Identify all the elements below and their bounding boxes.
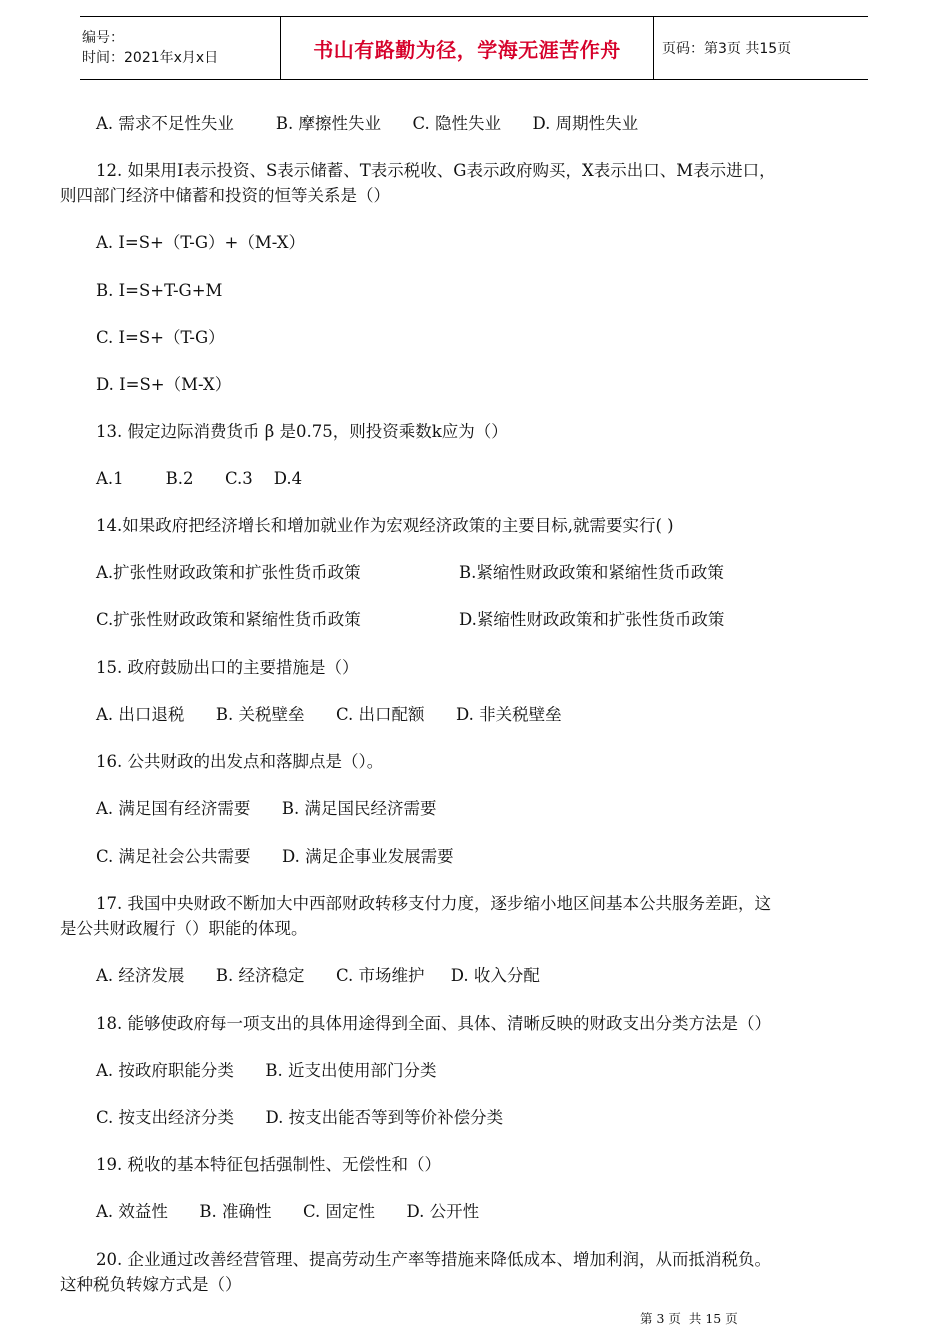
q17-options: A. 经济发展 B. 经济稳定 C. 市场维护 D. 收入分配 xyxy=(96,966,540,985)
q14-option-d: D.紧缩性财政政策和扩张性货币政策 xyxy=(459,610,725,629)
q15-stem: 15. 政府鼓励出口的主要措施是（） xyxy=(96,658,359,677)
q14-option-b: B.紧缩性财政政策和紧缩性货币政策 xyxy=(459,563,724,582)
q17-stem-line2: 是公共财政履行（）职能的体现。 xyxy=(60,919,308,938)
q12-option-a: A. I=S+（T-G）+（M-X） xyxy=(96,233,305,252)
q15-options: A. 出口退税 B. 关税壁垒 C. 出口配额 D. 非关税壁垒 xyxy=(96,705,562,724)
q16-options-ab: A. 满足国有经济需要 B. 满足国民经济需要 xyxy=(96,799,437,818)
q16-stem: 16. 公共财政的出发点和落脚点是（）。 xyxy=(96,752,384,771)
header-motto: 书山有路勤为径，学海无涯苦作舟 xyxy=(313,37,621,62)
q19-options: A. 效益性 B. 准确性 C. 固定性 D. 公开性 xyxy=(96,1202,480,1221)
header-page-info: 页码：第3页 共15页 xyxy=(654,17,869,80)
page-footer: 第 3 页 共 15 页 xyxy=(640,1311,738,1326)
q14-option-c: C.扩张性财政政策和紧缩性货币政策 xyxy=(96,610,361,629)
q14-option-a: A.扩张性财政政策和扩张性货币政策 xyxy=(96,563,361,582)
q12-stem-line1: 12. 如果用I表示投资、S表示储蓄、T表示税收、G表示政府购买，X表示出口、M表示进口， xyxy=(96,161,776,180)
q16-options-cd: C. 满足社会公共需要 D. 满足企事业发展需要 xyxy=(96,847,454,866)
q18-stem: 18. 能够使政府每一项支出的具体用途得到全面、具体、清晰反映的财政支出分类方法是（） xyxy=(96,1014,771,1033)
q12-option-c: C. I=S+（T-G） xyxy=(96,328,225,347)
q11-options: A. 需求不足性失业 B. 摩擦性失业 C. 隐性失业 D. 周期性失业 xyxy=(96,114,639,133)
q19-stem: 19. 税收的基本特征包括强制性、无偿性和（） xyxy=(96,1155,441,1174)
q12-option-b: B. I=S+T-G+M xyxy=(96,281,223,300)
q13-options: A.1 B.2 C.3 D.4 xyxy=(96,469,303,488)
q14-stem: 14.如果政府把经济增长和增加就业作为宏观经济政策的主要目标,就需要实行( ) xyxy=(96,516,674,535)
document-header xyxy=(80,16,868,80)
q20-stem-line2: 这种税负转嫁方式是（） xyxy=(60,1275,242,1294)
q12-option-d: D. I=S+（M-X） xyxy=(96,375,232,394)
header-meta xyxy=(80,17,281,80)
q13-stem: 13. 假定边际消费货币 β 是0.75，则投资乘数k应为（） xyxy=(96,422,508,441)
q17-stem-line1: 17. 我国中央财政不断加大中西部财政转移支付力度，逐步缩小地区间基本公共服务差距，这 xyxy=(96,894,771,913)
q20-stem-line1: 20. 企业通过改善经营管理、提高劳动生产率等措施来降低成本、增加利润，从而抵消税负。 xyxy=(96,1250,771,1269)
time-label: 时间：2021年x月x日 xyxy=(82,50,219,66)
q18-options-ab: A. 按政府职能分类 B. 近支出使用部门分类 xyxy=(96,1061,437,1080)
number-label: 编号： xyxy=(82,30,124,46)
header-motto-cell xyxy=(281,17,654,80)
q18-options-cd: C. 按支出经济分类 D. 按支出能否等到等价补偿分类 xyxy=(96,1108,504,1127)
q12-stem-line2: 则四部门经济中储蓄和投资的恒等关系是（） xyxy=(60,186,390,205)
